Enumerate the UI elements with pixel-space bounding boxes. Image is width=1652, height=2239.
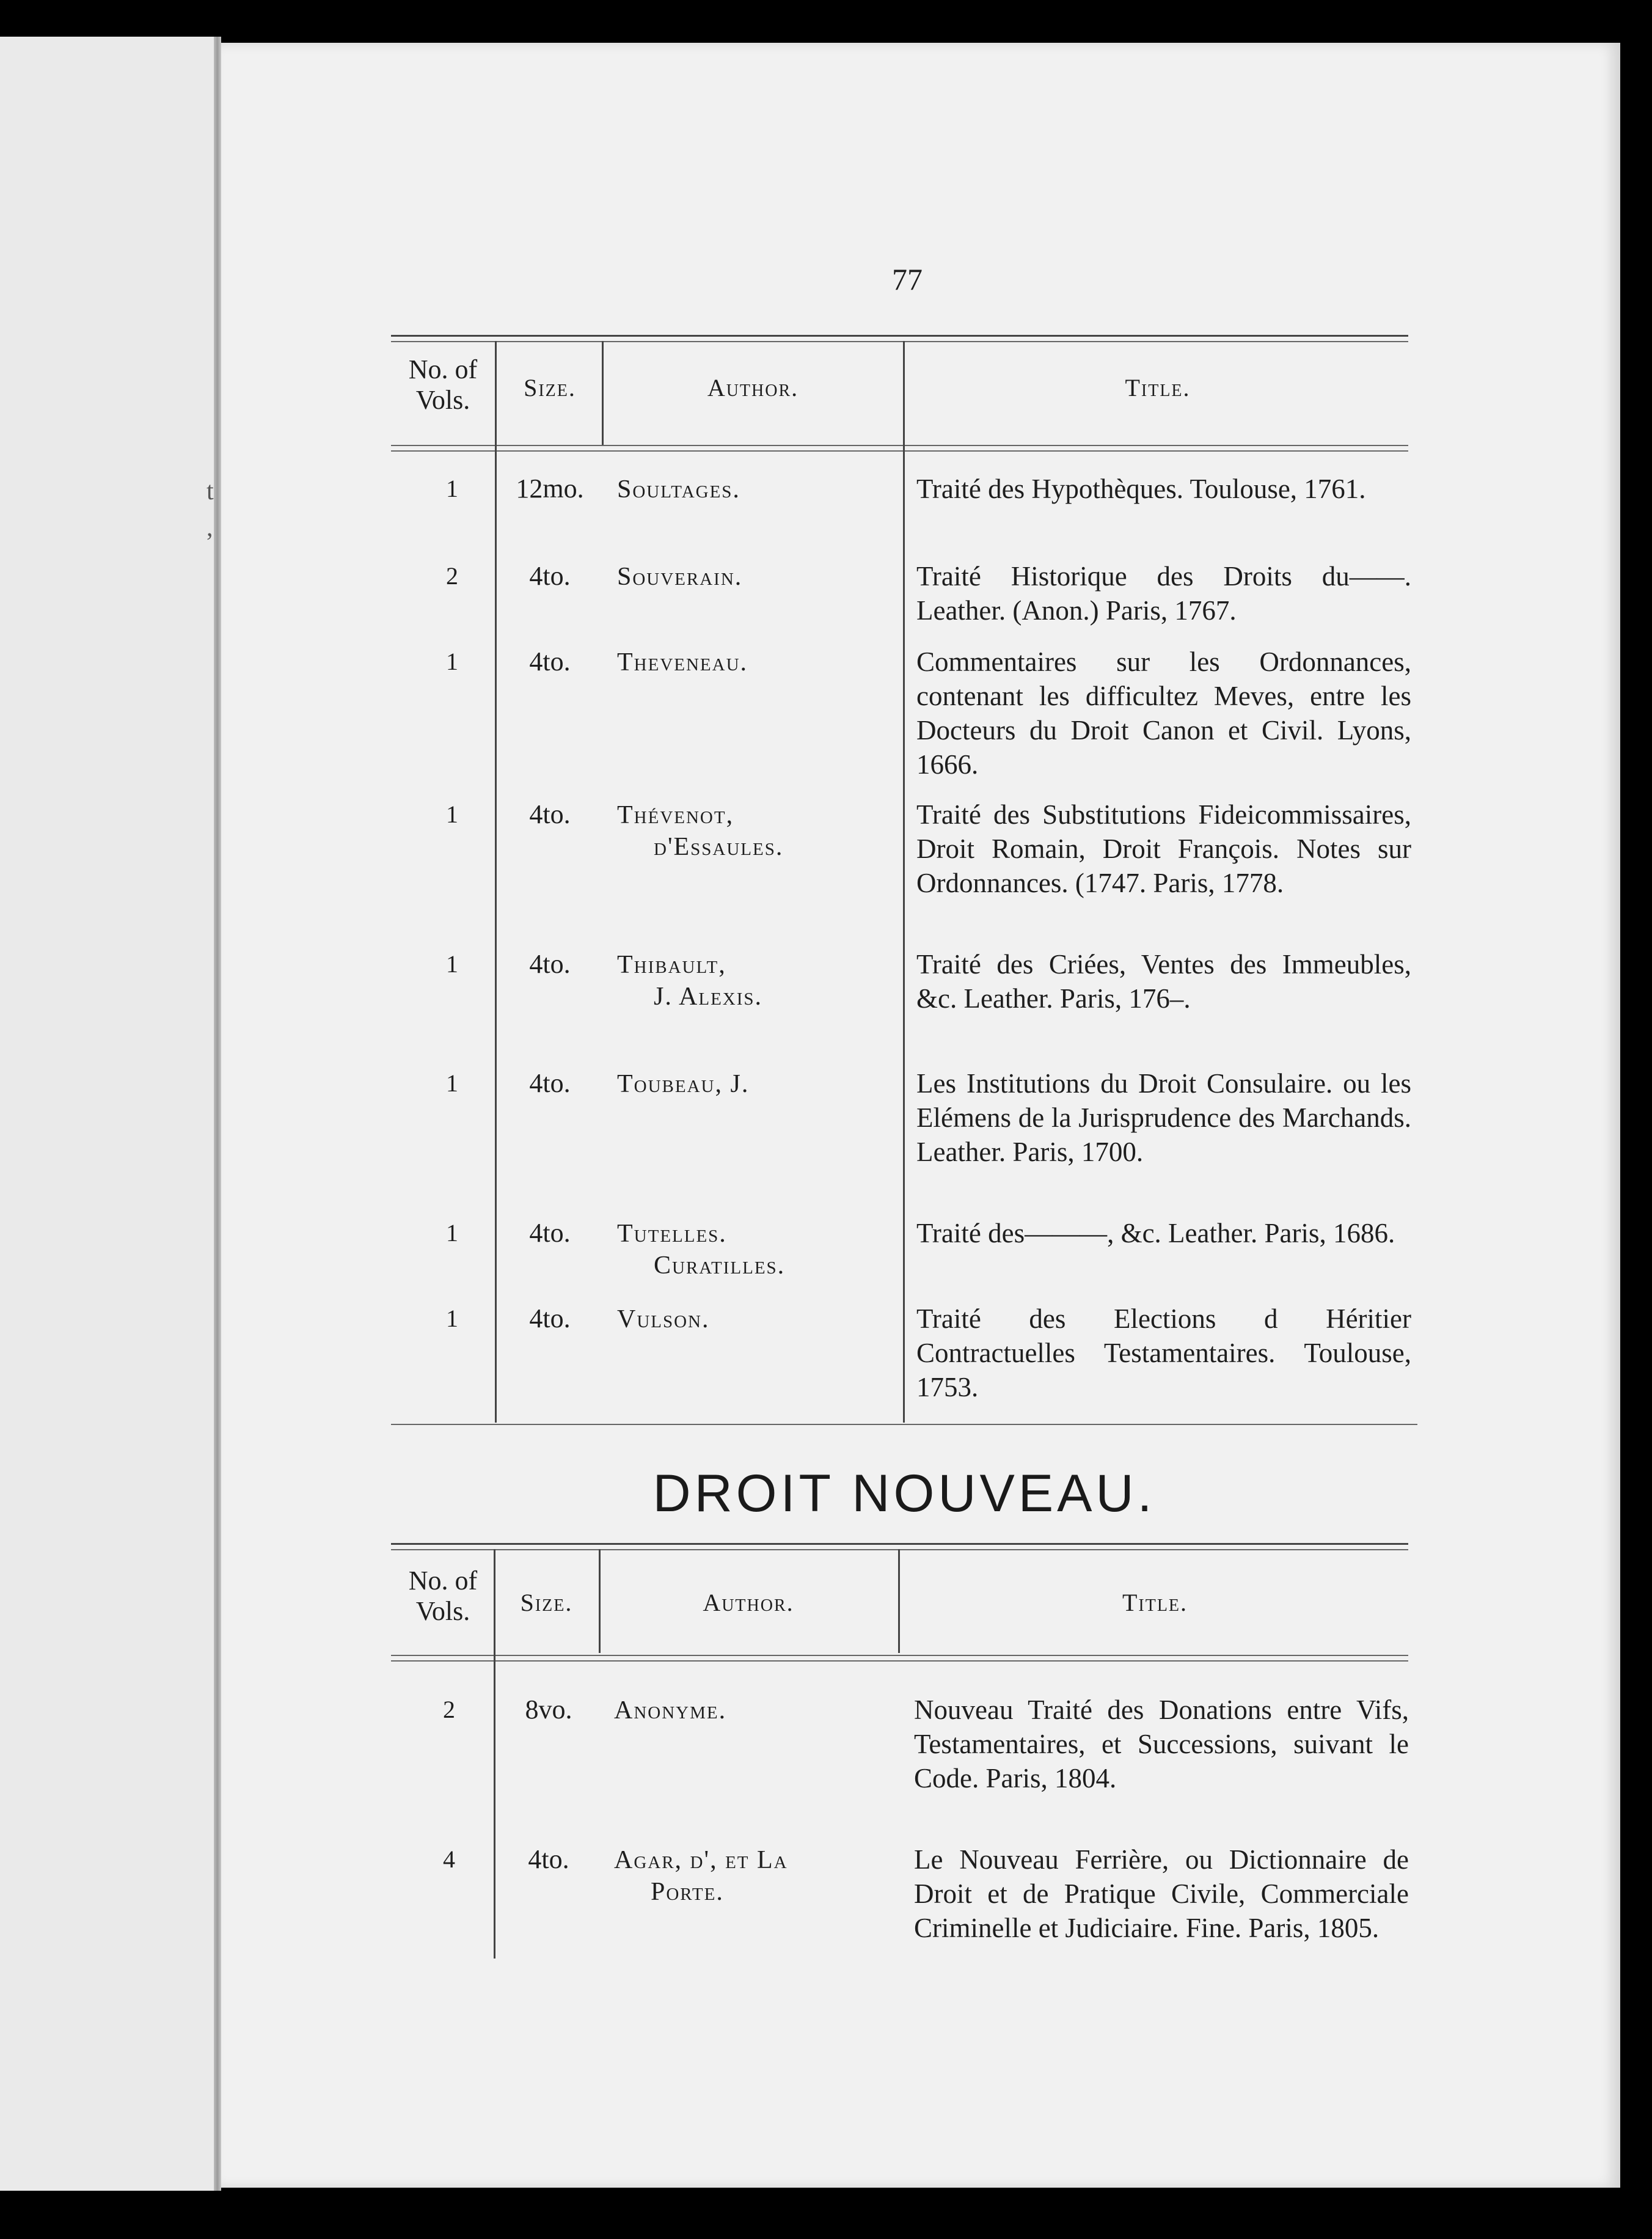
row-title: Les Institutions du Droit Consulaire. ou les Elémens de la Jurisprudence des Marchands. Leather. Paris, 1700. [916, 1068, 1411, 1167]
row-title: Traité des Elections d Héritier Contractuelles Testamentaires. Toulouse, 1753. [916, 1303, 1411, 1402]
row-vols: 4 [443, 1845, 455, 1873]
table-rule [391, 1543, 1408, 1545]
row-vols: 1 [446, 1219, 458, 1247]
author-line1: Agar, d', et La [614, 1846, 788, 1874]
author-line1: Toubeau, J. [617, 1070, 750, 1098]
row-author [617, 647, 898, 678]
header-rule [391, 445, 1408, 446]
header-vols-line1: No. of [408, 354, 478, 384]
author-line1: Thévenot, [617, 801, 734, 829]
row-vols: 1 [446, 801, 458, 828]
table-bottom-rule [391, 1424, 1417, 1425]
row-author [617, 799, 898, 863]
row-vols: 1 [446, 950, 458, 978]
row-size: 4to. [529, 647, 571, 676]
section-heading: DROIT NOUVEAU. [652, 1464, 1156, 1523]
row-title: Traité Historique des Droits du——. Leather. (Anon.) Paris, 1767. [916, 561, 1411, 626]
row-size: 8vo. [525, 1695, 572, 1724]
header-size: Size. [524, 374, 576, 401]
row-size: 4to. [529, 799, 571, 829]
book-spine [214, 37, 221, 2191]
row-author [617, 474, 898, 505]
header-rule [391, 450, 1408, 452]
header-vols-line1: No. of [408, 1566, 478, 1596]
author-line1: Anonyme. [614, 1696, 727, 1724]
margin-mark: t [206, 477, 214, 505]
row-author [617, 1303, 898, 1335]
row-size: 4to. [529, 1303, 571, 1333]
row-size: 4to. [529, 1068, 571, 1098]
author-line1: Soultages. [617, 475, 740, 504]
author-line2: J. Alexis. [654, 983, 763, 1011]
row-author [617, 949, 898, 1013]
header-vols-line2: Vols. [415, 385, 470, 415]
row-vols: 1 [446, 1305, 458, 1332]
row-title: Traité des———, &c. Leather. Paris, 1686. [916, 1218, 1395, 1248]
column-divider [602, 341, 604, 445]
row-title: Traité des Criées, Ventes des Immeubles, &c. Leather. Paris, 176–. [916, 949, 1411, 1014]
header-author: Author. [703, 1589, 794, 1616]
author-line1: Theveneau. [617, 648, 748, 676]
header-title: Title. [1125, 374, 1191, 401]
facing-page-edge [0, 37, 217, 2191]
header-rule [391, 1655, 1408, 1656]
margin-mark: , [206, 514, 213, 542]
row-author [614, 1844, 895, 1908]
row-vols: 1 [446, 1069, 458, 1097]
row-author [614, 1695, 895, 1726]
row-title: Le Nouveau Ferrière, ou Dictionnaire de Droit et de Pratique Civile, Commerciale Criminelle et Judiciaire. Fine. Paris, 1805. [914, 1844, 1409, 1943]
row-author [617, 561, 898, 593]
row-size: 4to. [529, 949, 571, 979]
header-vols-line2: Vols. [415, 1596, 470, 1626]
column-divider [898, 1549, 900, 1653]
row-vols: 2 [443, 1696, 455, 1723]
author-line2: d'Essaules. [654, 833, 784, 861]
author-line1: Vulson. [617, 1305, 710, 1333]
row-size: 4to. [528, 1844, 569, 1874]
row-vols: 2 [446, 562, 458, 590]
row-size: 4to. [529, 1218, 571, 1248]
author-line1: Thibault, [617, 951, 726, 979]
author-line1: Tutelles. [617, 1220, 727, 1248]
page-number: 77 [892, 262, 923, 296]
author-line2: Curatilles. [654, 1251, 786, 1280]
column-divider [599, 1549, 601, 1653]
row-title: Traité des Substitutions Fideicommissaires, Droit Romain, Droit François. Notes sur Ordonnances. (1747. Paris, 1778. [916, 799, 1411, 898]
header-author: Author. [707, 374, 799, 401]
author-line2: Porte. [651, 1878, 724, 1906]
row-title: Commentaires sur les Ordonnances, contenant les difficultez Meves, entre les Docteurs du Droit Canon et Civil. Lyons, 1666. [916, 647, 1411, 780]
author-line1: Souverain. [617, 563, 743, 591]
column-divider [494, 1549, 495, 1959]
table-rule [391, 341, 1408, 342]
table-rule [391, 335, 1408, 337]
header-vols [397, 1566, 489, 1627]
header-rule [391, 1660, 1408, 1662]
header-title: Title. [1122, 1589, 1188, 1616]
row-author [617, 1068, 898, 1100]
header-vols [397, 354, 489, 416]
row-size: 12mo. [516, 474, 584, 504]
row-vols: 1 [446, 475, 458, 502]
row-size: 4to. [529, 561, 571, 591]
row-title: Nouveau Traité des Donations entre Vifs, Testamentaires, et Successions, suivant le Code. Paris, 1804. [914, 1695, 1409, 1794]
row-vols: 1 [446, 648, 458, 675]
row-author [617, 1218, 898, 1281]
column-divider [903, 341, 905, 1423]
header-size: Size. [520, 1589, 573, 1616]
row-title: Traité des Hypothèques. Toulouse, 1761. [916, 474, 1366, 504]
